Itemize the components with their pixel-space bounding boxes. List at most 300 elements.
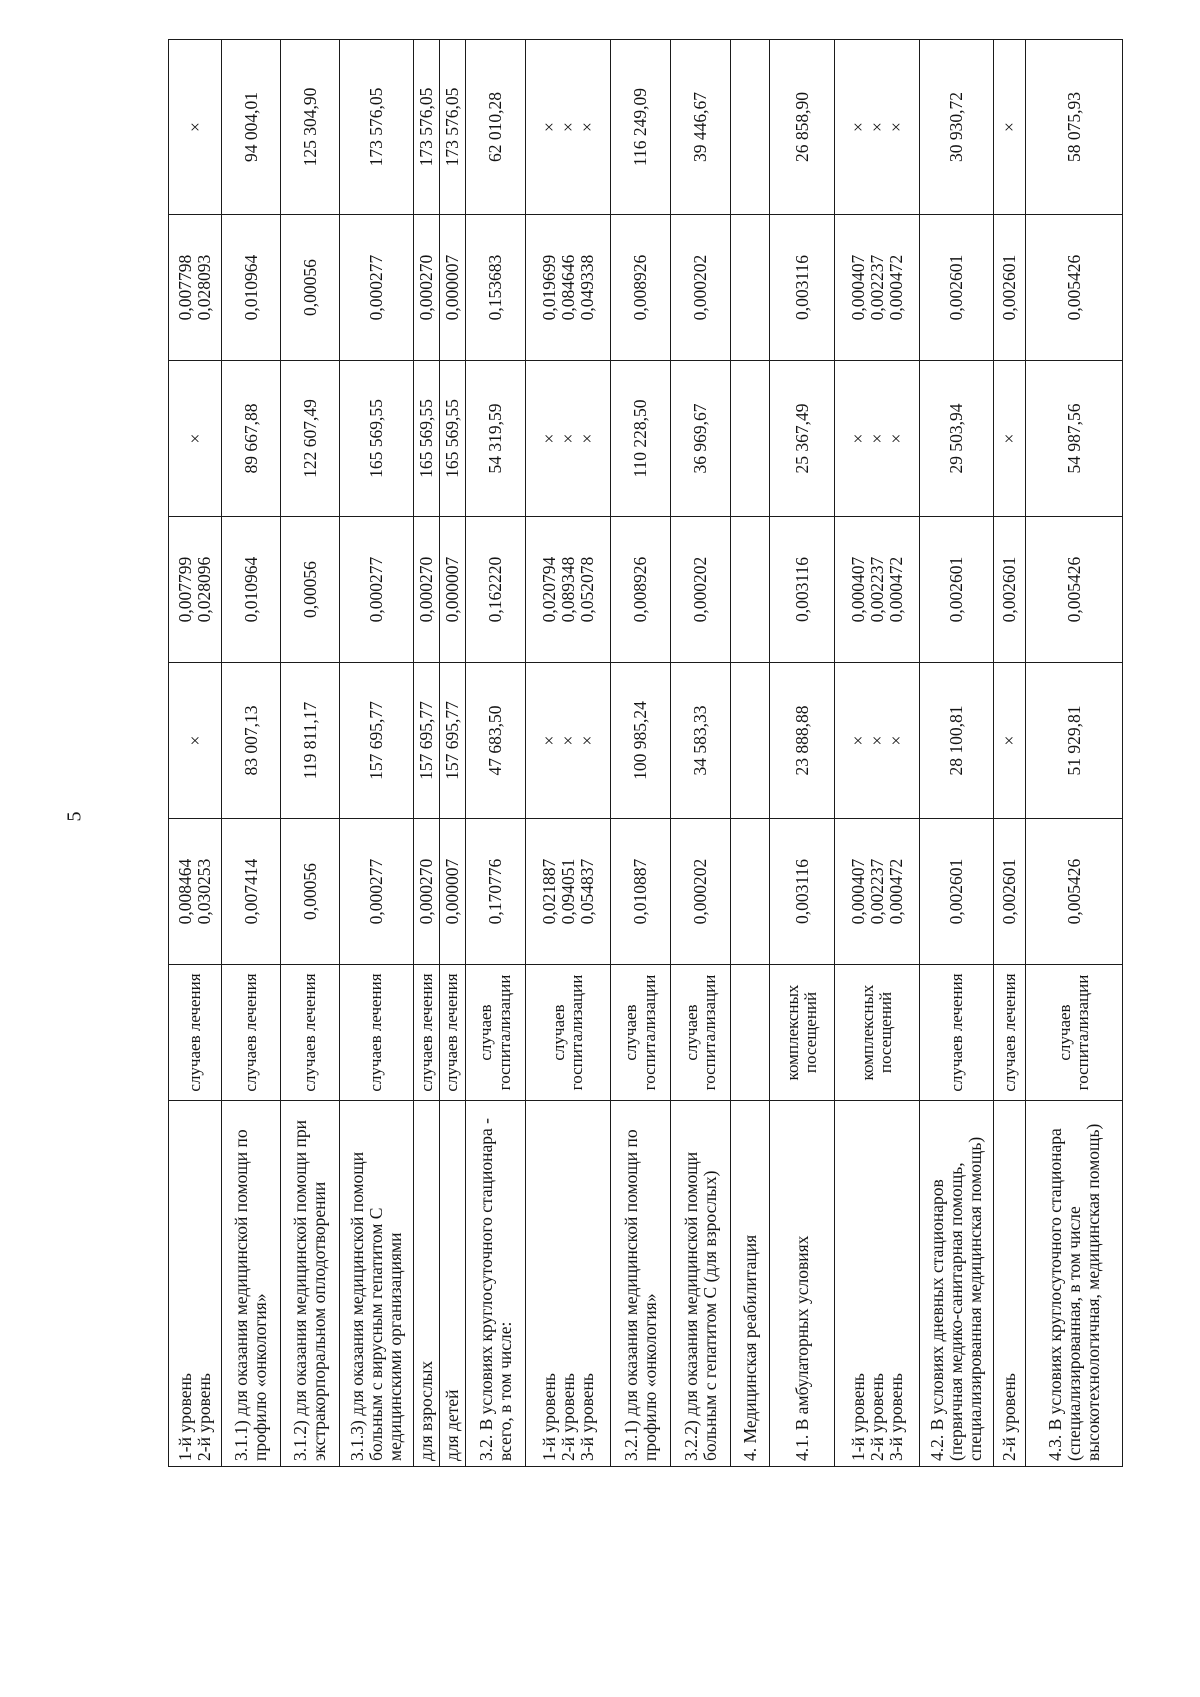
cell-norm-1 [731,819,770,965]
cell-unit [1026,965,1123,1101]
cell-cost-2 [466,361,526,517]
cell-text-line: 0,010964 [240,556,261,623]
cell-unit [466,965,526,1101]
table-row [222,40,281,1467]
rotated-table-container [168,40,1123,1467]
cell-text-line: случаев лечения [946,973,966,1092]
cell-norm-2 [1026,517,1123,663]
table-row [281,40,340,1467]
cell-norm-3 [466,215,526,361]
cell-norm-1 [414,819,440,965]
cell-name [731,1101,770,1467]
cell-cost-2 [169,361,222,517]
cell-text-line: 0,005426 [1063,556,1084,623]
cell-norm-1 [671,819,731,965]
cell-norm-3 [994,215,1026,361]
cell-cost-2 [835,361,920,517]
cell-text-line: 3-й уровень [885,1373,906,1461]
cell-text-line: 83 007,13 [240,705,261,776]
cell-name [466,1101,526,1467]
cell-cost-2 [770,361,835,517]
cell-cost-3 [994,40,1026,215]
cell-text-line: 1-й уровень [847,1373,868,1461]
cell-text-line: 1-й уровень [538,1373,559,1461]
cell-norm-1 [466,819,526,965]
cell-text-line: 0,003116 [791,859,812,924]
cell-cost-3 [440,40,466,215]
cell-text-line: госпитализации [1073,974,1093,1091]
cell-text-line: 28 100,81 [946,705,967,776]
cell-text-line: × [885,433,906,444]
cell-cost-1 [731,663,770,819]
cell-cost-2 [920,361,994,517]
cell-text-line: госпитализации [567,974,587,1091]
cell-text-line: 0,005426 [1063,254,1084,321]
cell-norm-1 [1026,819,1123,965]
cell-norm-3 [770,215,835,361]
cell-text-line: 0,007799 [175,556,196,623]
cell-unit [731,965,770,1101]
table-body [169,40,1123,1467]
cell-text-line: × [885,122,906,132]
cell-unit [770,965,835,1101]
table-row [994,40,1026,1467]
cell-norm-2 [222,517,281,663]
cell-text-line: 0,002601 [946,254,967,321]
cell-norm-2 [339,517,413,663]
cell-text-line: 0,000270 [416,858,437,925]
page-number: 5 [63,811,86,822]
cell-text-line: 0,084646 [557,254,578,321]
cell-text-line: 0,008926 [630,556,651,623]
cell-text-line: случаев лечения [240,973,260,1092]
cell-text-line: 36 969,67 [690,403,711,474]
table-row [1026,40,1123,1467]
cell-text-line: 0,002601 [999,254,1020,321]
cell-text-line: 26 858,90 [791,92,812,162]
cell-text-line: 165 569,55 [442,399,463,478]
cell-text-line: × [847,735,868,746]
cell-cost-2 [440,361,466,517]
cell-unit [920,965,994,1101]
cell-text-line: 0,000007 [442,858,463,925]
cell-unit [994,965,1026,1101]
cell-cost-1 [339,663,413,819]
cell-text-line: 0,049338 [576,254,597,321]
cell-text-line: 2-й уровень [999,1373,1020,1461]
cell-text-line: 0,002601 [999,556,1020,623]
cell-text-line: 0,010964 [240,254,261,321]
cell-norm-1 [994,819,1026,965]
cell-norm-3 [731,215,770,361]
cell-name [671,1101,731,1467]
cell-cost-3 [281,40,340,215]
cell-text-line: 0,002237 [866,556,887,623]
cell-name [169,1101,222,1467]
cell-norm-1 [222,819,281,965]
cell-cost-2 [339,361,413,517]
cell-text-line: 3.2.1) для оказания медицинской помощи по профилю «онкология» [620,1129,660,1461]
cell-text-line: 0,008926 [630,254,651,321]
cell-text-line: 173 576,05 [416,87,437,167]
cell-unit [526,965,611,1101]
cell-cost-3 [835,40,920,215]
cell-text-line: посещений [801,991,821,1074]
cell-text-line: × [184,122,205,132]
table-row [671,40,731,1467]
cell-norm-1 [920,819,994,965]
cell-norm-2 [466,517,526,663]
cell-text-line: 0,020794 [538,556,559,623]
cell-text-line: 0,000472 [885,254,906,321]
cell-text-line: случаев лечения [184,973,204,1092]
cell-text-line: случаев [548,1004,568,1061]
cell-text-line: 0,002601 [946,858,967,925]
cell-text-line: 3.1.3) для оказания медицинской помощи больным с вирусным гепатитом С медицинскими организациями [347,1151,406,1461]
cell-text-line: 0,000277 [366,254,387,321]
cell-text-line: 0,162220 [485,556,506,623]
cell-text-line: 0,003116 [791,557,812,622]
cell-cost-2 [526,361,611,517]
cell-text-line: 4.3. В условиях круглосуточного стационара (специализированная, в том числе высокотехнологичная, медицинская помощь) [1044,1123,1103,1461]
cell-norm-3 [526,215,611,361]
cell-text-line: 62 010,28 [485,92,506,162]
cell-text-line: госпитализации [699,974,719,1091]
cell-text-line: случаев [1054,1004,1074,1061]
cell-text-line: × [538,122,559,132]
cell-cost-3 [339,40,413,215]
cell-text-line: 29 503,94 [946,403,967,474]
cell-text-line: 0,000277 [366,858,387,925]
cell-text-line: × [538,433,559,444]
cell-norm-2 [770,517,835,663]
cell-text-line: для взрослых [416,1360,437,1461]
cell-text-line: 0,002601 [946,556,967,623]
norms-table [168,39,1123,1467]
cell-text-line: 2-й уровень [194,1373,215,1461]
cell-text-line: 0,002237 [866,858,887,925]
cell-text-line: 165 569,55 [416,399,437,478]
cell-text-line: × [847,433,868,444]
cell-norm-1 [440,819,466,965]
cell-text-line: 0,00056 [299,561,320,618]
cell-text-line: × [999,122,1020,132]
cell-cost-3 [770,40,835,215]
cell-cost-2 [994,361,1026,517]
cell-text-line: 0,000007 [442,556,463,623]
table-row [611,40,671,1467]
table-row [466,40,526,1467]
cell-text-line: 0,000202 [690,254,711,321]
cell-text-line: × [538,735,559,746]
cell-norm-2 [169,517,222,663]
cell-norm-3 [920,215,994,361]
cell-cost-2 [1026,361,1123,517]
cell-name [339,1101,413,1467]
cell-text-line: × [184,735,205,746]
cell-text-line: 0,000277 [366,556,387,623]
cell-text-line: 165 569,55 [366,399,387,478]
cell-norm-1 [770,819,835,965]
cell-text-line: × [866,433,887,444]
cell-text-line: для детей [442,1389,463,1461]
cell-norm-3 [281,215,340,361]
cell-unit [835,965,920,1101]
table-row [920,40,994,1467]
cell-text-line: 47 683,50 [485,705,506,776]
cell-text-line: 3.1.1) для оказания медицинской помощи по профилю «онкология» [231,1129,271,1461]
cell-norm-2 [440,517,466,663]
cell-text-line: 34 583,33 [690,705,711,776]
cell-text-line: комплексных [857,984,877,1081]
cell-text-line: 4.1. В амбулаторных условиях [791,1235,812,1461]
cell-text-line: 157 695,77 [442,701,463,780]
table-row [440,40,466,1467]
cell-text-line: 125 304,90 [299,87,320,167]
cell-cost-3 [611,40,671,215]
cell-norm-2 [920,517,994,663]
cell-text-line: 4.2. В условиях дневных стационаров (первичная медико-санитарная помощь, специализированная медицинская помощь) [927,1136,986,1461]
cell-cost-1 [281,663,340,819]
cell-norm-2 [281,517,340,663]
cell-text-line: 0,021887 [538,858,559,925]
cell-name [994,1101,1026,1467]
cell-text-line: 0,002237 [866,254,887,321]
cell-text-line: × [999,735,1020,746]
cell-text-line: случаев лечения [299,973,319,1092]
cell-cost-2 [611,361,671,517]
cell-text-line: 0,00056 [299,259,320,316]
cell-cost-1 [440,663,466,819]
cell-text-line: случаев лечения [366,973,386,1092]
cell-text-line: 110 228,50 [630,399,651,478]
cell-text-line: 0,000472 [885,556,906,623]
cell-text-line: 54 319,59 [485,403,506,474]
cell-name [770,1101,835,1467]
cell-name [920,1101,994,1467]
cell-norm-2 [414,517,440,663]
cell-text-line: × [557,433,578,444]
cell-text-line: 89 667,88 [240,403,261,474]
cell-norm-3 [440,215,466,361]
cell-norm-3 [414,215,440,361]
cell-text-line: 0,007798 [175,254,196,321]
cell-text-line: 3.2.2) для оказания медицинской помощи больным с гепатитом С (для взрослых) [680,1151,720,1461]
cell-name [414,1101,440,1467]
cell-text-line: 39 446,67 [690,92,711,162]
cell-name [281,1101,340,1467]
cell-cost-1 [920,663,994,819]
cell-cost-1 [611,663,671,819]
cell-text-line: 3.2. В условиях круглосуточного стационара - всего, в том числе: [475,1118,515,1461]
cell-norm-2 [835,517,920,663]
cell-text-line: × [866,122,887,132]
cell-norm-1 [281,819,340,965]
cell-cost-1 [1026,663,1123,819]
cell-text-line: × [576,433,597,444]
cell-norm-1 [611,819,671,965]
cell-text-line: 0,089348 [557,556,578,623]
cell-norm-1 [526,819,611,965]
cell-norm-3 [1026,215,1123,361]
cell-text-line: 0,054837 [576,858,597,925]
cell-text-line: 173 576,05 [442,87,463,167]
cell-text-line: 0,008464 [175,858,196,925]
cell-text-line: 157 695,77 [366,701,387,780]
cell-cost-3 [169,40,222,215]
cell-norm-1 [169,819,222,965]
cell-text-line: 0,000007 [442,254,463,321]
cell-text-line: × [866,735,887,746]
cell-cost-3 [731,40,770,215]
cell-cost-2 [414,361,440,517]
cell-cost-1 [414,663,440,819]
cell-norm-2 [731,517,770,663]
cell-text-line: 0,002601 [999,858,1020,925]
table-row [169,40,222,1467]
table-row [414,40,440,1467]
cell-text-line: 58 075,93 [1063,92,1084,162]
cell-text-line: 0,000202 [690,556,711,623]
cell-text-line: 0,019699 [538,254,559,321]
table-row [770,40,835,1467]
cell-cost-1 [466,663,526,819]
cell-cost-2 [222,361,281,517]
cell-cost-1 [994,663,1026,819]
cell-text-line: 157 695,77 [416,701,437,780]
cell-text-line: 30 930,72 [946,92,967,162]
cell-cost-3 [222,40,281,215]
cell-norm-2 [611,517,671,663]
table-row [731,40,770,1467]
cell-norm-3 [671,215,731,361]
cell-text-line: 25 367,49 [791,403,812,474]
cell-text-line: 0,028096 [194,556,215,623]
cell-name [440,1101,466,1467]
cell-text-line: 94 004,01 [240,92,261,162]
cell-norm-3 [339,215,413,361]
cell-unit [414,965,440,1101]
cell-text-line: случаев лечения [416,973,436,1092]
cell-unit [339,965,413,1101]
cell-text-line: случаев [476,1004,496,1061]
cell-cost-1 [222,663,281,819]
cell-text-line: 173 576,05 [366,87,387,167]
cell-text-line: 0,028093 [194,254,215,321]
cell-cost-1 [169,663,222,819]
cell-name [1026,1101,1123,1467]
cell-text-line: × [184,433,205,444]
cell-cost-1 [835,663,920,819]
cell-text-line: 23 888,88 [791,705,812,776]
cell-norm-2 [994,517,1026,663]
cell-text-line: случаев [621,1004,641,1061]
cell-unit [169,965,222,1101]
cell-cost-1 [671,663,731,819]
cell-text-line: 0,030253 [194,858,215,925]
cell-text-line: 119 811,17 [299,701,320,780]
cell-cost-3 [671,40,731,215]
cell-unit [671,965,731,1101]
cell-text-line: × [557,122,578,132]
cell-norm-3 [222,215,281,361]
cell-text-line: 0,003116 [791,255,812,320]
cell-cost-3 [414,40,440,215]
cell-text-line: 0,052078 [576,556,597,623]
cell-text-line: 0,000270 [416,254,437,321]
cell-text-line: 0,007414 [240,858,261,925]
cell-text-line: × [885,735,906,746]
cell-text-line: × [576,122,597,132]
cell-text-line: 0,000407 [847,254,868,321]
cell-text-line: 3.1.2) для оказания медицинской помощи при экстракорпоральном оплодотворении [290,1119,329,1461]
cell-text-line: 0,000270 [416,556,437,623]
cell-text-line: 2-й уровень [866,1373,887,1461]
table-row [526,40,611,1467]
cell-text-line: 51 929,81 [1063,705,1084,776]
cell-norm-1 [835,819,920,965]
cell-cost-3 [920,40,994,215]
cell-text-line: × [557,735,578,746]
cell-text-line: случаев лечения [999,973,1019,1092]
cell-norm-2 [526,517,611,663]
cell-name [611,1101,671,1467]
cell-text-line: × [847,122,868,132]
table-row [835,40,920,1467]
cell-text-line: 0,000407 [847,858,868,925]
cell-cost-3 [526,40,611,215]
cell-text-line: 100 985,24 [630,701,651,780]
cell-cost-3 [1026,40,1123,215]
cell-unit [222,965,281,1101]
cell-unit [281,965,340,1101]
cell-name [526,1101,611,1467]
cell-text-line: 2-й уровень [557,1373,578,1461]
cell-text-line: 116 249,09 [630,87,651,167]
cell-norm-3 [611,215,671,361]
cell-text-line: случаев лечения [442,973,462,1092]
cell-text-line: госпитализации [639,974,659,1091]
cell-text-line: посещений [876,991,896,1074]
cell-text-line: 0,170776 [485,858,506,925]
cell-norm-1 [339,819,413,965]
table-row [339,40,413,1467]
cell-cost-3 [466,40,526,215]
cell-text-line: 0,094051 [557,858,578,925]
cell-text-line: 0,010887 [630,858,651,925]
cell-text-line: 0,00056 [299,863,320,920]
cell-norm-3 [835,215,920,361]
cell-cost-2 [671,361,731,517]
cell-text-line: случаев [681,1004,701,1061]
cell-text-line: 3-й уровень [576,1373,597,1461]
cell-text-line: 0,005426 [1063,858,1084,925]
cell-text-line: × [576,735,597,746]
cell-name [835,1101,920,1467]
cell-unit [440,965,466,1101]
cell-name [222,1101,281,1467]
cell-text-line: комплексных [782,984,802,1081]
cell-text-line: 0,000472 [885,858,906,925]
cell-text-line: 54 987,56 [1063,403,1084,474]
cell-cost-2 [731,361,770,517]
cell-text-line: 4. Медицинская реабилитация [739,1234,760,1461]
cell-text-line: 0,000407 [847,556,868,623]
cell-norm-2 [671,517,731,663]
cell-text-line: × [999,433,1020,444]
cell-cost-1 [526,663,611,819]
cell-unit [611,965,671,1101]
